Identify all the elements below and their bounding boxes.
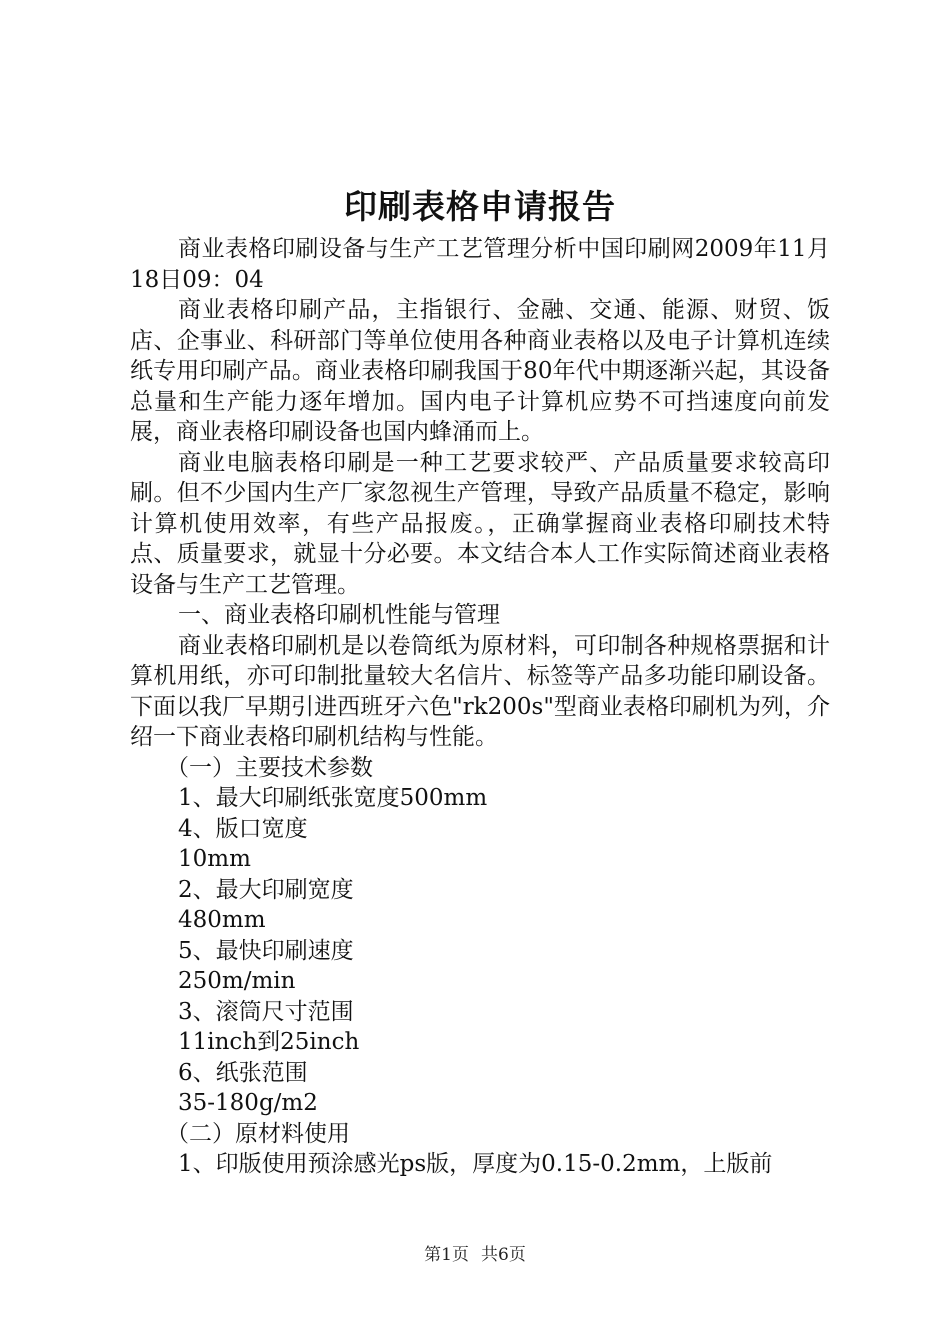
page-number: 第1页: [424, 1245, 469, 1265]
materials-line: 1、印版使用预涂感光ps版，厚度为0.15-0.2mm，上版前: [178, 1151, 773, 1177]
param-line: 480mm: [178, 907, 266, 933]
param-line: 10mm: [178, 846, 251, 872]
param-line: 35-180g/m2: [178, 1090, 318, 1116]
page-total: 共6页: [481, 1245, 526, 1265]
param-line: 6、纸张范围: [178, 1059, 308, 1086]
param-line: 1、最大印刷纸张宽度500mm: [178, 785, 488, 811]
param-line: 2、最大印刷宽度: [178, 876, 354, 903]
document-title: 印刷表格申请报告: [344, 187, 616, 226]
intro-source-line: 商业表格印刷设备与生产工艺管理分析中国印刷网2009年11月18日09：04: [130, 236, 830, 293]
paragraph-press-intro: 商业表格印刷机是以卷筒纸为原材料，可印制各种规格票据和计算机用纸，亦可印制批量较大名信片、标签等产品多功能印刷设备。下面以我厂早期引进西班牙六色"rk200s"型商业表格印刷机为列，介绍一下商业表格印刷机结构与性能。: [130, 632, 830, 750]
param-line: 5、最快印刷速度: [178, 937, 354, 964]
subsection-heading-params: （一）主要技术参数: [166, 754, 373, 781]
param-line: 3、滚筒尺寸范围: [178, 998, 354, 1025]
section-heading-1: 一、商业表格印刷机性能与管理: [178, 602, 500, 628]
document-body: [130, 234, 830, 1180]
subsection-heading-materials: （二）原材料使用: [166, 1120, 350, 1147]
param-line: 250m/min: [178, 968, 296, 994]
paragraph-products: 商业表格印刷产品，主指银行、金融、交通、能源、财贸、饭店、企事业、科研部门等单位使用各种商业表格以及电子计算机连续纸专用印刷产品。商业表格印刷我国于80年代中期逐渐兴起，其设备总量和生产能力逐年增加。国内电子计算机应势不可挡速度向前发展，商业表格印刷设备也国内蜂涌而上。: [130, 297, 830, 445]
param-line: 4、版口宽度: [178, 815, 308, 842]
paragraph-quality: 商业电脑表格印刷是一种工艺要求较严、产品质量要求较高印刷。但不少国内生产厂家忽视生产管理，导致产品质量不稳定，影响计算机使用效率，有些产品报废。，正确掌握商业表格印刷技术特点、质量要求，就显十分必要。本文结合本人工作实际简述商业表格设备与生产工艺管理。: [130, 449, 830, 598]
page-footer: [0, 1243, 950, 1267]
param-line: 11inch到25inch: [178, 1029, 360, 1055]
